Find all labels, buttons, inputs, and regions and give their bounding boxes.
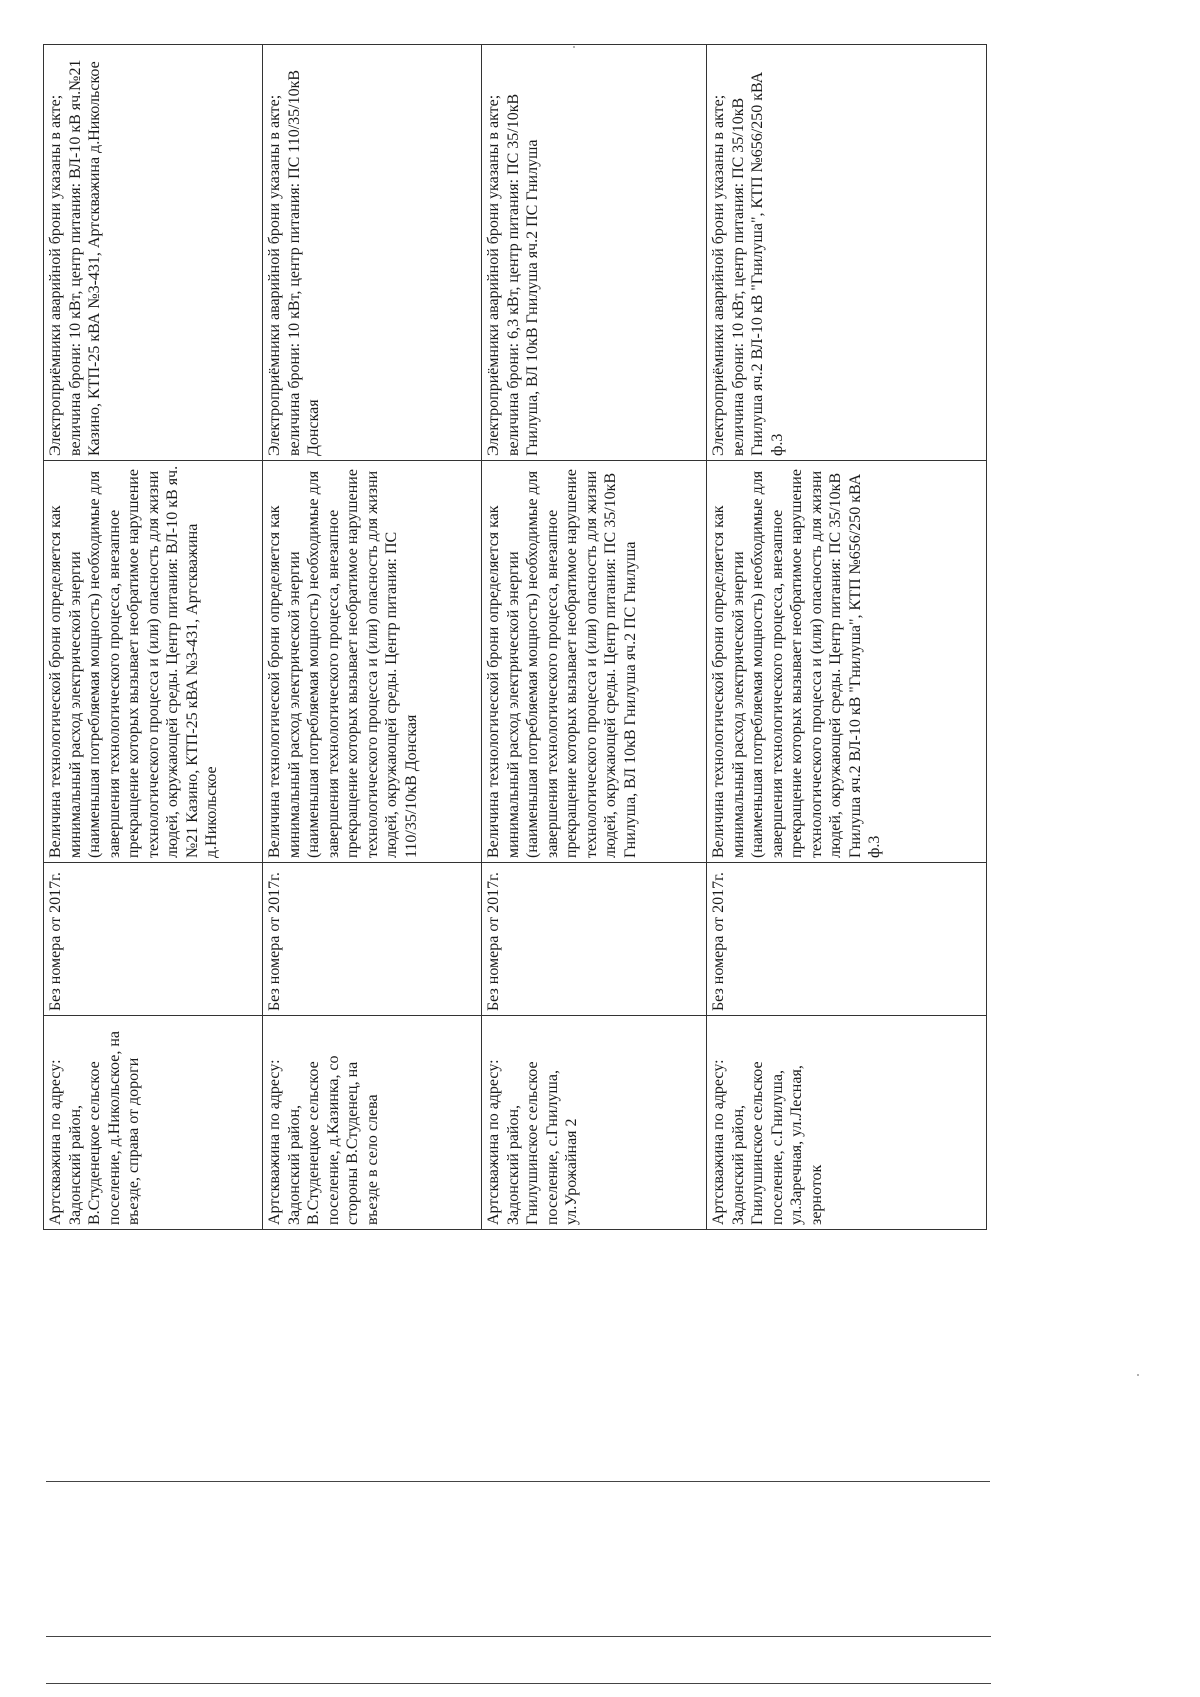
table-row xyxy=(482,45,707,1230)
tech-reserve-cell: Величина технологической брони определяется как минимальный расход электрической энергии (наименьшая потребляемая мощность) необходимые для завершения технологического процесса, внезапное прекращение которых вызывает необратимое нарушение технологического процесса и (или) опасность для жизни людей, окружающей среды. Центр питания: ВЛ-10 кВ яч.№21 Казино, КТП-25 кВА №3-431, Артскважина д.Никольское xyxy=(44,461,263,863)
horizontal-rule xyxy=(46,1683,991,1684)
scan-speck xyxy=(573,46,575,48)
emergency-reserve-cell: Электроприёмники аварийной брони указаны в акте; величина брони: 10 кВт, центр питания: ПС 35/10кВ Гнилуша яч.2 ВЛ-10 кВ "Гнилуша", КТП №656/250 кВА ф.3 xyxy=(707,45,987,461)
address-cell: Артскважина по адресу: Задонский район, Гнилушинское сельское поселение, с.Гнилуша, ул.Заречная, ул.Лесная, зерноток xyxy=(707,1016,987,1230)
table-row xyxy=(263,45,482,1230)
address-cell: Артскважина по адресу: Задонский район, В.Студенецкое сельское поселение, д.Казинка, со стороны В.Студенец, на въезде в село слева xyxy=(263,1016,482,1230)
scan-speck xyxy=(1137,1374,1139,1376)
address-cell: Артскважина по адресу: Задонский район, Гнилушинское сельское поселение, с.Гнилуша, ул.Урожайная 2 xyxy=(482,1016,707,1230)
emergency-reserve-cell: Электроприёмники аварийной брони указаны в акте; величина брони: 10 кВт, центр питания: ВЛ-10 кВ яч.№21 Казино, КТП-25 кВА №3-431, Артскважина д.Никольское xyxy=(44,45,263,461)
document-cell: Без номера от 2017г. xyxy=(263,863,482,1016)
document-cell: Без номера от 2017г. xyxy=(44,863,263,1016)
table-row xyxy=(707,45,987,1230)
horizontal-rule xyxy=(46,1636,991,1637)
reserve-table xyxy=(43,44,987,1230)
tech-reserve-cell: Величина технологической брони определяется как минимальный расход электрической энергии (наименьшая потребляемая мощность) необходимые для завершения технологического процесса, внезапное прекращение которых вызывает необратимое нарушение технологического процесса и (или) опасность для жизни людей, окружающей среды. Центр питания: ПС 35/10кВ Гнилуша яч.2 ВЛ-10 кВ "Гнилуша", КТП №656/250 кВА ф.3 xyxy=(707,461,987,863)
tech-reserve-cell: Величина технологической брони определяется как минимальный расход электрической энергии (наименьшая потребляемая мощность) необходимые для завершения технологического процесса, внезапное прекращение которых вызывает необратимое нарушение технологического процесса и (или) опасность для жизни людей, окружающей среды. Центр питания: ПС 35/10кВ Гнилуша, ВЛ 10кВ Гнилуша яч.2 ПС Гнилуша xyxy=(482,461,707,863)
rotated-page-content xyxy=(43,45,986,1230)
document-cell: Без номера от 2017г. xyxy=(707,863,987,1016)
address-cell: Артскважина по адресу: Задонский район, В.Студенецкое сельское поселение, д.Никольское, на въезде, справа от дороги xyxy=(44,1016,263,1230)
tech-reserve-cell: Величина технологической брони определяется как минимальный расход электрической энергии (наименьшая потребляемая мощность) необходимые для завершения технологического процесса, внезапное прекращение которых вызывает необратимое нарушение технологического процесса и (или) опасность для жизни людей, окружающей среды. Центр питания: ПС 110/35/10кВ Донская xyxy=(263,461,482,863)
horizontal-rule xyxy=(46,1481,990,1482)
document-cell: Без номера от 2017г. xyxy=(482,863,707,1016)
emergency-reserve-cell: Электроприёмники аварийной брони указаны в акте; величина брони: 10 кВт, центр питания: ПС 110/35/10кВ Донская xyxy=(263,45,482,461)
table-row xyxy=(44,45,263,1230)
emergency-reserve-cell: Электроприёмники аварийной брони указаны в акте; величина брони: 6,3 кВт, центр питания: ПС 35/10кВ Гнилуша, ВЛ 10кВ Гнилуша яч.2 ПС Гнилуша xyxy=(482,45,707,461)
